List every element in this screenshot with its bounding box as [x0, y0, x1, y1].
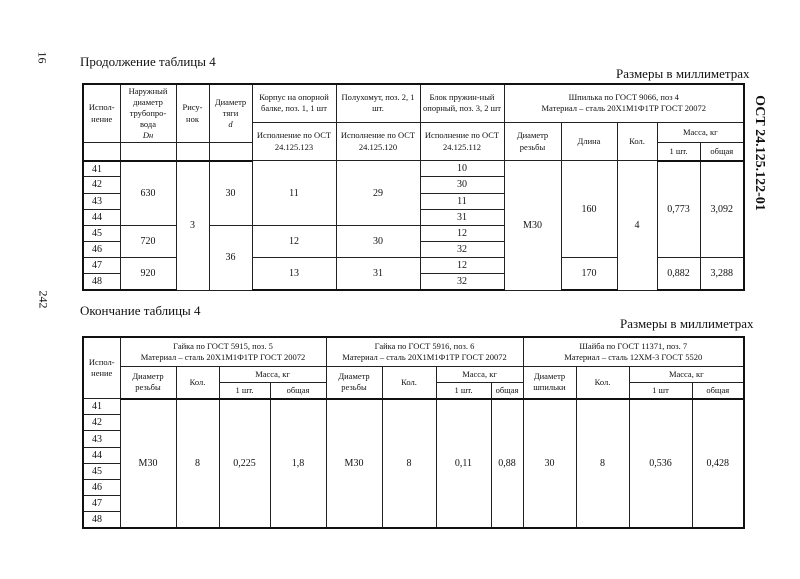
- halfclamp-value: 31: [336, 258, 420, 290]
- pipe-diameter-value: 720: [120, 225, 176, 257]
- length-value: 170: [561, 258, 617, 290]
- spring-value: 10: [420, 161, 504, 177]
- pipe-diameter-value: 920: [120, 258, 176, 290]
- row-number: 44: [83, 447, 120, 463]
- row-number: 45: [83, 463, 120, 479]
- halfclamp-value: 29: [336, 161, 420, 226]
- spring-value: 31: [420, 209, 504, 225]
- row-number: 47: [83, 258, 120, 274]
- header-mass-one: 1 шт.: [657, 143, 700, 161]
- housing-value: 13: [252, 258, 336, 290]
- row-number: 41: [83, 161, 120, 177]
- header-pipe-diameter: Наружный диаметр трубопро-вода Dн: [120, 84, 176, 143]
- header-qty: Кол.: [176, 366, 219, 398]
- header-housing-sub: Исполнение по ОСТ 24.125.123: [252, 122, 336, 160]
- washer-qty-value: 8: [576, 399, 629, 528]
- spring-value: 12: [420, 258, 504, 274]
- pipe-diameter-value: 630: [120, 161, 176, 226]
- nut1-mass-one-value: 0,225: [219, 399, 270, 528]
- nut1-qty-value: 8: [176, 399, 219, 528]
- spring-value: 32: [420, 242, 504, 258]
- housing-value: 11: [252, 161, 336, 226]
- row-number: 42: [83, 415, 120, 431]
- thread-value: М30: [504, 161, 561, 290]
- header-mass-total: общая: [270, 382, 326, 398]
- page-number: 242: [36, 290, 51, 309]
- rod-diameter-value: 36: [209, 225, 252, 290]
- spring-value: 12: [420, 225, 504, 241]
- header-ispolnenie: Испол-нение: [83, 337, 120, 399]
- header-thread-diameter: Диаметр резьбы: [504, 122, 561, 160]
- header-mass: Масса, кг: [629, 366, 744, 382]
- header-mass: Масса, кг: [657, 122, 744, 142]
- spring-value: 30: [420, 177, 504, 193]
- nut1-thread-value: М30: [120, 399, 176, 528]
- row-number: 48: [83, 274, 120, 290]
- washer-diameter-value: 30: [523, 399, 576, 528]
- table2-units: Размеры в миллиметрах: [620, 316, 754, 331]
- row-number: 45: [83, 225, 120, 241]
- mass-one-value: 0,882: [657, 258, 700, 290]
- table1: [82, 83, 745, 291]
- header-qty: Кол.: [576, 366, 629, 398]
- row-number: 43: [83, 431, 120, 447]
- mass-total-value: 3,288: [700, 258, 744, 290]
- nut2-mass-total-value: 0,88: [491, 399, 523, 528]
- washer-mass-one-value: 0,536: [629, 399, 692, 528]
- page-side-number: 16: [35, 51, 50, 64]
- washer-mass-total-value: 0,428: [692, 399, 744, 528]
- header-mass-total: общая: [700, 143, 744, 161]
- row-number: 47: [83, 496, 120, 512]
- header-mass: Масса, кг: [436, 366, 523, 382]
- table1-caption: Продолжение таблицы 4: [80, 54, 216, 69]
- header-mass-one: 1 шт: [629, 382, 692, 398]
- header-mass: Масса, кг: [219, 366, 326, 382]
- spring-value: 32: [420, 274, 504, 290]
- header-stud: Шпилька по ГОСТ 9066, поз 4 Материал – сталь 20Х1М1Ф1ТР ГОСТ 20072: [504, 84, 744, 122]
- row-number: 44: [83, 209, 120, 225]
- table2-caption: Окончание таблицы 4: [80, 303, 201, 318]
- header-rod-diameter: Диаметр тяги d: [209, 84, 252, 143]
- header-thread-diameter: Диаметр резьбы: [120, 366, 176, 398]
- table2: [82, 336, 745, 529]
- row-number: 42: [83, 177, 120, 193]
- header-qty: Кол.: [617, 122, 657, 160]
- header-mass-one: 1 шт.: [436, 382, 491, 398]
- header-figure: Рису-нок: [176, 84, 209, 143]
- row-number: 46: [83, 479, 120, 495]
- header-mass-total: общая: [491, 382, 523, 398]
- nut2-qty-value: 8: [382, 399, 436, 528]
- housing-value: 12: [252, 225, 336, 257]
- header-stud-diameter: Диаметр шпильки: [523, 366, 576, 398]
- length-value: 160: [561, 161, 617, 258]
- header-ispolnenie: Испол-нение: [83, 84, 120, 143]
- header-mass-total: общая: [692, 382, 744, 398]
- mass-total-value: 3,092: [700, 161, 744, 258]
- header-spring-sub: Исполнение по ОСТ 24.125.112: [420, 122, 504, 160]
- header-nut-5916: Гайка по ГОСТ 5916, поз. 6 Материал – сталь 20Х1М1Ф1ТР ГОСТ 20072: [326, 337, 523, 366]
- nut1-mass-total-value: 1,8: [270, 399, 326, 528]
- header-nut-5915: Гайка по ГОСТ 5915, поз. 5 Материал – сталь 20Х1М1Ф1ТР ГОСТ 20072: [120, 337, 326, 366]
- row-number: 43: [83, 193, 120, 209]
- qty-value: 4: [617, 161, 657, 290]
- rod-diameter-value: 30: [209, 161, 252, 226]
- nut2-mass-one-value: 0,11: [436, 399, 491, 528]
- header-qty: Кол.: [382, 366, 436, 398]
- document-code: ОСТ 24.125.122-01: [752, 95, 767, 211]
- row-number: 46: [83, 242, 120, 258]
- header-thread-diameter: Диаметр резьбы: [326, 366, 382, 398]
- halfclamp-value: 30: [336, 225, 420, 257]
- spring-value: 11: [420, 193, 504, 209]
- header-spring-block: Блок пружин-ный опорный, поз. 3, 2 шт: [420, 84, 504, 122]
- header-housing: Корпус на опорной балке, поз. 1, 1 шт: [252, 84, 336, 122]
- header-length: Длина: [561, 122, 617, 160]
- nut2-thread-value: М30: [326, 399, 382, 528]
- row-number: 41: [83, 399, 120, 415]
- row-number: 48: [83, 512, 120, 528]
- figure-value: 3: [176, 161, 209, 290]
- header-washer-11371: Шайба по ГОСТ 11371, поз. 7 Материал – сталь 12ХМ-3 ГОСТ 5520: [523, 337, 744, 366]
- header-halfclamp: Полухомут, поз. 2, 1 шт.: [336, 84, 420, 122]
- header-halfclamp-sub: Исполнение по ОСТ 24.125.120: [336, 122, 420, 160]
- table1-units: Размеры в миллиметрах: [616, 66, 750, 81]
- mass-one-value: 0,773: [657, 161, 700, 258]
- header-mass-one: 1 шт.: [219, 382, 270, 398]
